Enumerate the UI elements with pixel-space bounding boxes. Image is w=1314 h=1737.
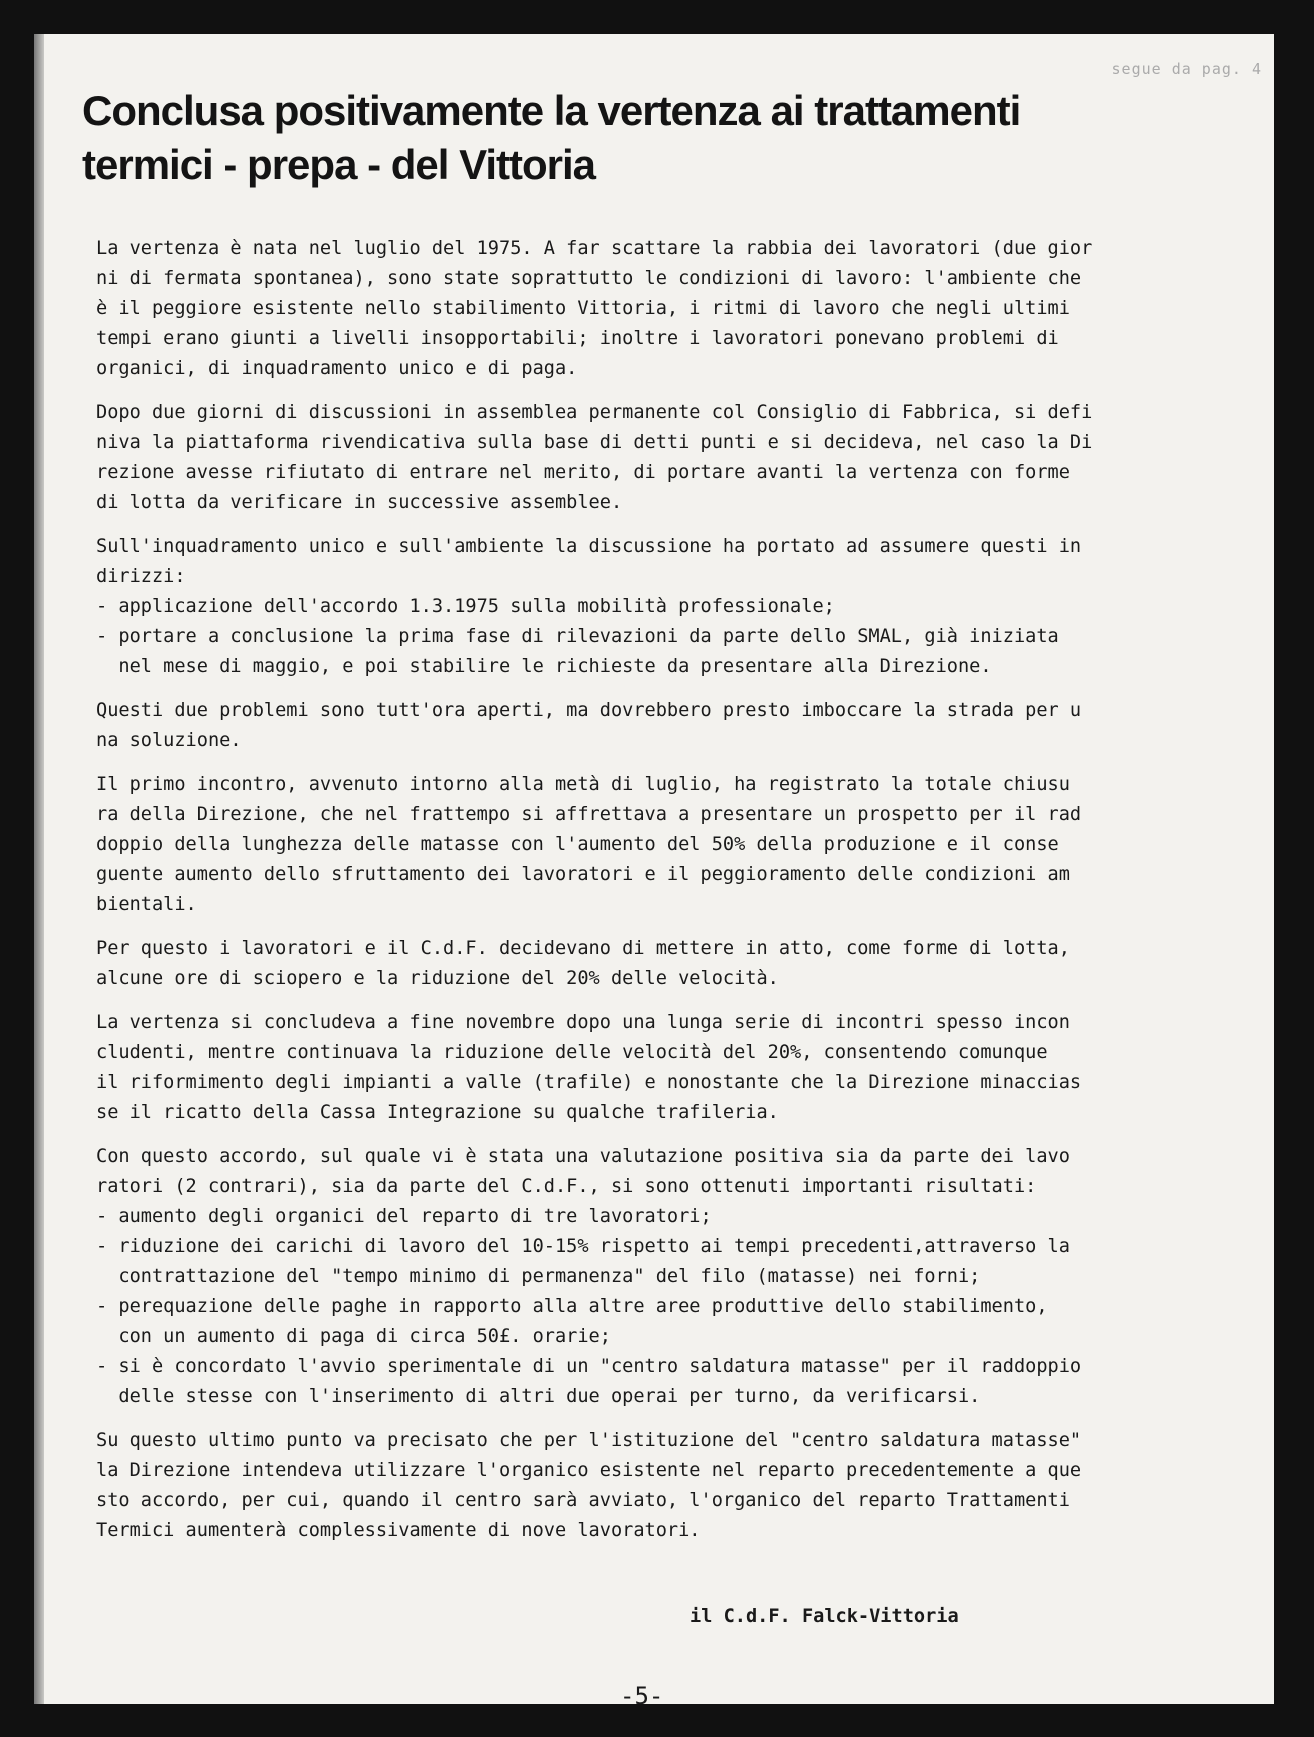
paragraph-results: Con questo accordo, sul quale vi è stata una valutazione positiva sia da parte dei lavo ratori (2 contrari), sia da parte del C.d.F., si sono ottenuti importanti risultati: - aumento degli organici del reparto di tre lavoratori; - riduzione dei carichi di lavoro del 10-15% rispetto ai tempi precedenti,attraverso la contrattazione del "tempo minimo di permanenza" del filo (matasse) nei forni; - perequazione delle paghe in rapporto alla altre aree produttive dello stabilimento, con un aumento di paga di circa 50£. orarie; - si è concordato l'avvio sperimentale di un "centro saldatura matasse" per il raddoppio delle stesse con l'inserimento di altri due operai per turno, da verificarsi.	[96, 1146, 1082, 1407]
signature: il C.d.F. Falck-Vittoria	[690, 1606, 959, 1627]
paragraph-origin: La vertenza è nata nel luglio del 1975. A far scattare la rabbia dei lavoratori (due gior ni di fermata spontanea), sono state soprattutto le condizioni di lavoro: l'ambiente che è il peggiore esistente nello stabilimento Vittoria, i ritmi di lavoro che negli ultimi tempi erano giunti a livelli insopportabili; inoltre i lavoratori ponevano problemi di organici, di inquadramento unico e di paga.	[96, 238, 1093, 379]
page-binding-edge	[34, 34, 44, 1704]
page-number: -5-	[620, 1682, 664, 1710]
paragraph-first-meeting: Il primo incontro, avvenuto intorno alla metà di luglio, ha registrato la totale chiusu ra della Direzione, che nel frattempo si affrettava a presentare un prospetto per il rad doppio della lunghezza delle matasse con l'aumento del 50% della produzione e il conse guente aumento dello sfruttamento dei lavoratori e il peggioramento delle condizioni am bientali.	[96, 774, 1082, 915]
paragraph-guidelines: Sull'inquadramento unico e sull'ambiente la discussione ha portato ad assumere questi in dirizzi: - applicazione dell'accordo 1.3.1975 sulla mobilità professionale; - portare a conclusione la prima fase di rilevazioni da parte dello SMAL, già iniziata nel mese di maggio, e poi stabilire le richieste da presentare alla Direzione.	[96, 536, 1082, 677]
paragraph-conclusion: La vertenza si concludeva a fine novembre dopo una lunga serie di incontri spesso incon cludenti, mentre continuava la riduzione delle velocità del 20%, consentendo comunque il riformimento degli impianti a valle (trafile) e nonostante che la Direzione minaccias se il ricatto della Cassa Integrazione su qualche trafileria.	[96, 1012, 1082, 1123]
paragraph-open-problems: Questi due problemi sono tutt'ora aperti, ma dovrebbero presto imboccare la strada per u na soluzione.	[96, 700, 1082, 751]
continuation-note: segue da pag. 4	[1111, 60, 1262, 78]
headline-text: Conclusa positivamente la vertenza ai trattamenti termici - prepa - del Vittoria	[82, 87, 1021, 188]
paragraph-assembly: Dopo due giorni di discussioni in assemblea permanente col Consiglio di Fabbrica, si defi niva la piattaforma rivendicativa sulla base di detti punti e si decideva, nel caso la Di rezione avesse rifiutato di entrare nel merito, di portare avanti la vertenza con forme di lotta da verificare in successive assemblee.	[96, 402, 1093, 513]
article-headline	[82, 84, 1212, 192]
paragraph-strike-actions: Per questo i lavoratori e il C.d.F. decidevano di mettere in atto, come forme di lotta, alcune ore di sciopero e la riduzione del 20% delle velocità.	[96, 938, 1070, 989]
paragraph-welding-center: Su questo ultimo punto va precisato che per l'istituzione del "centro saldatura matasse" la Direzione intendeva utilizzare l'organico esistente nel reparto precedentemente a que sto accordo, per cui, quando il centro sarà avviato, l'organico del reparto Trattamenti Termici aumenterà complessivamente di nove lavoratori.	[96, 1430, 1082, 1541]
article-body	[96, 234, 1206, 1560]
